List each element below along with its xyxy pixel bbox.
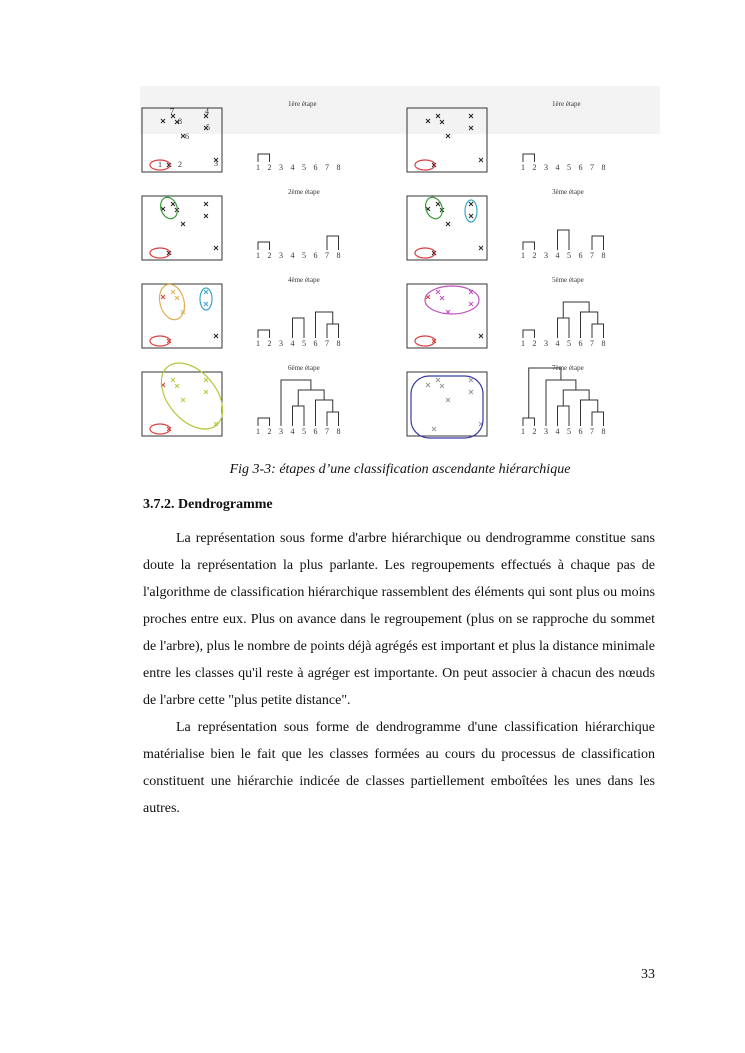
axis-tick-4: 4 <box>555 427 560 436</box>
axis-tick-8: 8 <box>601 163 606 172</box>
data-point <box>181 398 185 402</box>
scatter-box-7 <box>142 372 222 436</box>
axis-tick-8: 8 <box>336 163 341 172</box>
axis-tick-3: 3 <box>544 427 548 436</box>
point-label-7: 7 <box>170 107 174 116</box>
axis-tick-3: 3 <box>544 163 548 172</box>
dendrogram-link <box>581 400 598 426</box>
dendrogram-link <box>563 302 589 318</box>
axis-tick-5: 5 <box>302 163 306 172</box>
data-point <box>469 302 473 306</box>
dendrogram-link <box>523 242 535 250</box>
data-point <box>469 214 473 218</box>
dendrogram-link <box>258 330 270 338</box>
data-point <box>446 134 450 138</box>
dendrogram-link <box>316 312 333 338</box>
axis-tick-6: 6 <box>313 251 318 260</box>
cluster-ellipse-red <box>415 336 435 346</box>
axis-tick-8: 8 <box>336 427 341 436</box>
axis-tick-5: 5 <box>567 427 571 436</box>
data-point <box>204 390 208 394</box>
data-point <box>440 296 444 300</box>
data-point <box>204 378 208 382</box>
axis-tick-4: 4 <box>555 339 560 348</box>
data-point <box>436 378 440 382</box>
dendrogram-link <box>558 230 570 250</box>
data-point <box>204 202 208 206</box>
axis-tick-6: 6 <box>578 339 583 348</box>
axis-tick-2: 2 <box>267 427 272 436</box>
axis-tick-3: 3 <box>544 339 548 348</box>
data-point <box>426 383 430 387</box>
axis-tick-6: 6 <box>578 163 583 172</box>
dendrogram-link <box>258 242 270 250</box>
axis-tick-7: 7 <box>325 339 329 348</box>
axis-tick-6: 6 <box>313 163 318 172</box>
axis-tick-2: 2 <box>532 339 537 348</box>
point-label-5: 5 <box>206 123 210 132</box>
data-point <box>479 158 483 162</box>
axis-tick-2: 2 <box>532 251 537 260</box>
stage-label-4: 3ème étape <box>552 188 584 196</box>
data-point <box>171 290 175 294</box>
cluster-ellipse-red <box>150 248 170 258</box>
axis-tick-4: 4 <box>555 163 560 172</box>
axis-tick-3: 3 <box>279 163 283 172</box>
cluster-ellipse-blue <box>411 376 483 438</box>
axis-tick-6: 6 <box>313 339 318 348</box>
scatter-box-6 <box>407 284 487 348</box>
cluster-ellipse-red <box>150 424 170 434</box>
classification-figure <box>140 86 660 448</box>
axis-tick-3: 3 <box>279 251 283 260</box>
axis-tick-1: 1 <box>256 339 260 348</box>
data-point <box>446 398 450 402</box>
dendrogram-link <box>529 368 561 418</box>
dendrogram-link <box>293 318 305 338</box>
data-point <box>204 302 208 306</box>
paragraph-1: La représentation sous forme d'arbre hiérarchique ou dendrogramme constitue sans doute la représentation la plus parlante. Les regroupements effectués à chaque pas de l'algorithme de classification hiérarchique rassemblent des éléments qui sont plus ou moins proches entre eux. Plus on avance dans le regroupement (plus on se rapproche du sommet de l'arbre), plus le nombre de points déjà agrégés est important et plus la distance minimale entre les classes qu'il reste à agréger est importante. On peut associer à chacun des nœuds de l'arbre cette "plus petite distance". <box>143 531 655 708</box>
paragraph-2: La représentation sous forme de dendrogramme d'une classification hiérarchique matérialise bien le fait que les classes formées au cours du processus de classification constituent une hiérarchie indicée de classes partiellement emboîtées les unes dans les autres. <box>143 720 655 816</box>
dendrogram-link <box>592 412 604 426</box>
axis-tick-8: 8 <box>601 251 606 260</box>
section-heading: 3.7.2. Dendrogramme <box>143 497 273 512</box>
point-label-6: 6 <box>185 132 189 141</box>
axis-tick-4: 4 <box>290 427 295 436</box>
dendrogram-link <box>327 236 339 250</box>
dendrogram-link <box>316 400 333 426</box>
axis-tick-4: 4 <box>555 251 560 260</box>
axis-tick-3: 3 <box>544 251 548 260</box>
point-label-2: 2 <box>178 160 182 169</box>
data-point <box>469 390 473 394</box>
axis-tick-8: 8 <box>601 427 606 436</box>
data-point <box>446 222 450 226</box>
figure-background <box>140 86 660 134</box>
data-point <box>479 246 483 250</box>
scatter-box-3 <box>142 196 222 260</box>
axis-tick-1: 1 <box>521 427 525 436</box>
dendrogram-link <box>558 406 570 426</box>
dendrogram-link <box>581 312 598 338</box>
axis-tick-2: 2 <box>532 427 537 436</box>
dendrogram-link <box>523 418 535 426</box>
data-point <box>171 202 175 206</box>
dendrogram-link <box>281 380 311 426</box>
axis-tick-1: 1 <box>256 251 260 260</box>
axis-tick-1: 1 <box>521 339 525 348</box>
dendrogram-link <box>258 154 270 162</box>
scatter-box-4 <box>407 196 487 260</box>
axis-tick-7: 7 <box>590 339 594 348</box>
stage-label-7: 6ème étape <box>288 364 320 372</box>
point-label-1: 1 <box>158 160 162 169</box>
scatter-box-8 <box>407 372 487 436</box>
cluster-ellipse-red <box>415 248 435 258</box>
data-point <box>469 202 473 206</box>
point-label-4: 4 <box>205 107 209 116</box>
axis-tick-7: 7 <box>590 427 594 436</box>
stage-label-6: 5ème étape <box>552 276 584 284</box>
dendrogram-link <box>523 154 535 162</box>
axis-tick-2: 2 <box>267 251 272 260</box>
data-point <box>432 427 436 431</box>
axis-tick-6: 6 <box>578 251 583 260</box>
axis-tick-1: 1 <box>256 427 260 436</box>
axis-tick-7: 7 <box>325 427 329 436</box>
dendrogram-link <box>546 380 576 426</box>
data-point <box>479 334 483 338</box>
point-label-3: 3 <box>214 159 218 168</box>
axis-tick-5: 5 <box>302 339 306 348</box>
data-point <box>175 384 179 388</box>
axis-tick-7: 7 <box>590 251 594 260</box>
axis-tick-5: 5 <box>302 251 306 260</box>
axis-tick-5: 5 <box>567 163 571 172</box>
cluster-ellipse-green <box>423 195 446 221</box>
axis-tick-6: 6 <box>313 427 318 436</box>
axis-tick-6: 6 <box>578 427 583 436</box>
stage-label-1: 1ère étape <box>288 100 317 108</box>
data-point <box>161 295 165 299</box>
axis-tick-5: 5 <box>302 427 306 436</box>
data-point <box>214 334 218 338</box>
data-point <box>440 384 444 388</box>
dendrogram-link <box>327 324 339 338</box>
axis-tick-4: 4 <box>290 163 295 172</box>
dendrogram-link <box>592 324 604 338</box>
stage-label-5: 4ème étape <box>288 276 320 284</box>
axis-tick-8: 8 <box>336 251 341 260</box>
cluster-ellipse-magenta <box>425 286 479 314</box>
data-point <box>469 378 473 382</box>
dendrogram-link <box>592 236 604 250</box>
data-point <box>214 246 218 250</box>
axis-tick-7: 7 <box>590 163 594 172</box>
data-point <box>436 202 440 206</box>
figure-canvas <box>140 86 660 448</box>
axis-tick-2: 2 <box>267 339 272 348</box>
data-point <box>436 290 440 294</box>
axis-tick-7: 7 <box>325 251 329 260</box>
axis-tick-5: 5 <box>567 251 571 260</box>
axis-tick-1: 1 <box>521 251 525 260</box>
axis-tick-7: 7 <box>325 163 329 172</box>
axis-tick-2: 2 <box>532 163 537 172</box>
axis-tick-5: 5 <box>567 339 571 348</box>
dendrogram-link <box>523 330 535 338</box>
axis-tick-2: 2 <box>267 163 272 172</box>
cluster-ellipse-green <box>158 195 181 221</box>
data-point <box>181 222 185 226</box>
dendrogram-link <box>563 390 589 406</box>
cluster-ellipse-red <box>415 160 435 170</box>
stage-label-2: 1ère étape <box>552 100 581 108</box>
cluster-ellipse-red <box>150 336 170 346</box>
axis-tick-4: 4 <box>290 251 295 260</box>
stage-label-8: 7ème étape <box>552 364 584 372</box>
cluster-ellipse-orange <box>156 282 188 323</box>
axis-tick-1: 1 <box>256 163 260 172</box>
data-point <box>204 214 208 218</box>
dendrogram-link <box>258 418 270 426</box>
point-label-8: 8 <box>178 117 182 126</box>
dendrogram-link <box>558 318 570 338</box>
dendrogram-link <box>293 406 305 426</box>
dendrogram-link <box>327 412 339 426</box>
axis-tick-3: 3 <box>279 339 283 348</box>
stage-label-3: 2ème étape <box>288 188 320 196</box>
figure-caption: Fig 3-3: étapes d’une classification ascendante hiérarchique <box>229 462 571 477</box>
data-point <box>204 290 208 294</box>
page-number: 33 <box>641 967 655 982</box>
axis-tick-1: 1 <box>521 163 525 172</box>
axis-tick-8: 8 <box>336 339 341 348</box>
axis-tick-3: 3 <box>279 427 283 436</box>
data-point <box>175 296 179 300</box>
axis-tick-8: 8 <box>601 339 606 348</box>
data-point <box>171 378 175 382</box>
axis-tick-4: 4 <box>290 339 295 348</box>
dendrogram-link <box>298 390 324 406</box>
